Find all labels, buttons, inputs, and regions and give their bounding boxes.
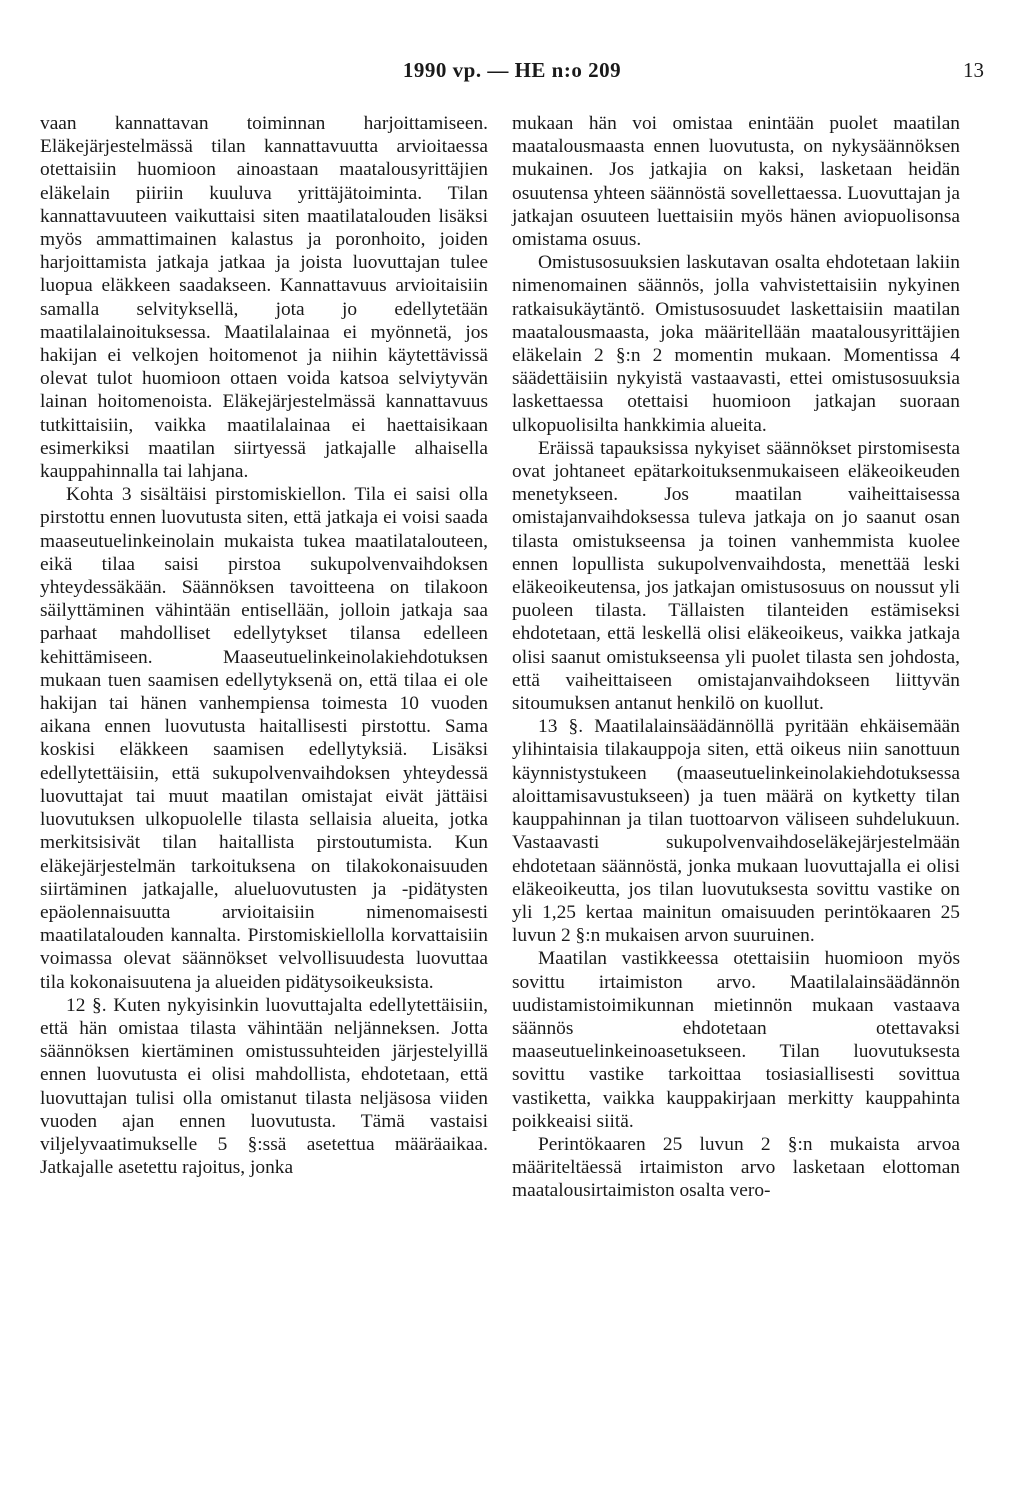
page-header (40, 58, 984, 88)
paragraph: 13 §. Maatilalainsäädännöllä pyritään ehkäisemään ylihintaisia tilakauppoja siten, että oikeus niin sanottuun käynnistystukeen (maaseutuelinkeinolakiehdotuksessa aloittamisavustukseen) ja tuen määrä on kytketty tilan kauppahinnan ja tilan tuottoarvon väliseen suhdelukuun. Vastaavasti sukupolvenvaihdoseläkejärjestelmään ehdotetaan säännöstä, jonka mukaan luovuttajalla ei olisi eläkeoikeutta, jos tilan luovutuksesta sovittu vastike on yli 1,25 kertaa mainitun omaisuuden perintökaaren 25 luvun 2 §:n mukaisen arvon suuruinen. (512, 716, 960, 947)
paragraph: mukaan hän voi omistaa enintään puolet maatilan maatalousmaasta ennen luovutusta, on nykysäännöksen mukainen. Jos jatkajia on kaksi, lasketaan heidän osuutensa yhteen säännöstä sovellettaessa. Luovuttajan ja jatkajan osuuteen luettaisiin myös hänen aviopuolisonsa omistama osuus. (512, 113, 960, 251)
left-column (40, 112, 488, 1179)
page-number: 13 (963, 58, 984, 82)
right-column (512, 112, 960, 1203)
paragraph: Perintökaaren 25 luvun 2 §:n mukaista arvoa määriteltäessä irtaimiston arvo lasketaan elottoman maatalousirtaimiston osalta vero- (512, 1133, 960, 1202)
paragraph: 12 §. Kuten nykyisinkin luovuttajalta edellytettäisiin, että hän omistaa tilasta vähintään neljänneksen. Jotta säännöksen kiertäminen omistussuhteiden järjestelyillä ennen luovutusta ei olisi mahdollista, ehdotetaan, että luovuttajan tulisi olla omistanut tilasta neljäsosa viiden vuoden ajan ennen luovutusta. Tämä vastaisi viljelyvaatimukselle 5 §:ssä asetettua määräaikaa. Jatkajalle asetettu rajoitus, jonka (40, 994, 488, 1179)
paragraph: Maatilan vastikkeessa otettaisiin huomioon myös sovittu irtaimiston arvo. Maatilalainsäädännön uudistamistoimikunnan mietinnön mukaan vastaava säännös ehdotetaan otettavaksi maaseutuelinkeinoasetukseen. Tilan luovutuksesta sovittu vastike tarkoittaa tosiasiallisesti sovittua vastiketta, vaikka kauppakirjaan merkitty kauppahinta poikkeaisi siitä. (512, 948, 960, 1132)
paragraph: vaan kannattavan toiminnan harjoittamiseen. Eläkejärjestelmässä tilan kannattavuutta arvioitaessa otettaisiin huomioon ainoastaan maatalousyrittäjien eläkelain piiriin kuuluva yrittäjätoiminta. Tilan kannattavuuteen vaikuttaisi siten maatilatalouden lisäksi myös ammattimainen kalastus ja poronhoito, joiden harjoittamista jatkaja jatkaa ja joista luovuttajan tulee luopua eläkkeen saadakseen. Kannattavuus arvioitaisiin samalla selvityksellä, jota jo edellytetään maatilalainoituksessa. Maatilalainaa ei myönnetä, jos hakijan ei velkojen hoitomenot ja niihin käytettävissä olevat tulot huomioon ottaen voida katsoa selviytyvän lainan hoitomenoista. Eläkejärjestelmässä kannattavuus tutkittaisiin, vaikka maatilalainaa ei haettaisikaan esimerkiksi maatilan siirtyessä jatkajalle alhaisella kauppahinnalla tai lahjana. (40, 113, 488, 483)
document-title: 1990 vp. — HE n:o 209 (402, 58, 622, 82)
paragraph: Eräissä tapauksissa nykyiset säännökset pirstomisesta ovat johtaneet epätarkoituksenmukaiseen eläkeoikeuden menetykseen. Jos maatilan vaiheittaisessa omistajanvaihdoksessa tuleva jatkaja on jo saanut osan tilasta omistukseensa ja toinen vanhemmista kuolee ennen lopullista sukupolvenvaihdosta, menettää leski eläkeoikeutensa, jos jatkajan omistusosuus on noussut yli puoleen tilasta. Tällaisten tilanteiden estämiseksi ehdotetaan, että leskellä olisi eläkeoikeus, vaikka jatkaja olisi saanut omistukseensa yli puolet tilasta sen johdosta, että vaiheittaiseen omistajanvaihdokseen liittyvän sitoumuksen antanut henkilö on kuollut. (512, 437, 960, 715)
paragraph: Kohta 3 sisältäisi pirstomiskiellon. Tila ei saisi olla pirstottu ennen luovutusta siten, että jatkaja ei voisi saada maaseutuelinkeinolain mukaista tukea maatilatalouteen, eikä tilaa saisi pirstoa sukupolvenvaihdoksen yhteydessäkään. Säännöksen tavoitteena on tilakoon säilyttäminen vähintään entisellään, jolloin jatkaja saa parhaat mahdolliset edellytykset tilansa edelleen kehittämiseen. Maaseutuelinkeinolakiehdotuksen mukaan tuen saamisen edellytyksenä on, että tilaa ei ole hakijan tai hänen vanhempiensa toimesta 10 vuoden aikana ennen luovutusta haitallisesti pirstottu. Sama koskisi eläkkeen saamisen edellytyksiä. Lisäksi edellytettäisiin, että sukupolvenvaihdoksen yhteydessä luovuttajat tai muut maatilan omistajat eivät jättäisi luovutuksen ulkopuolelle tilasta sellaisia alueita, jotka merkitsisivät tilan haitallista pirstoutumista. Kun eläkejärjestelmän tarkoituksena on tilakokonaisuuden siirtäminen jatkajalle, alueluovutusten ja -pidätysten epäolennaisuutta arvioitaisiin nimenomaisesti maatilatalouden kannalta. Pirstomiskiellolla korvattaisiin voimassa olevat säännökset velvollisuudesta luovuttaa tila kokonaisuutena ja alueiden pidätysoikeuksista. (40, 484, 488, 993)
paragraph: Omistusosuuksien laskutavan osalta ehdotetaan lakiin nimenomainen säännös, jolla vahvistettaisiin nykyinen ratkaisukäytäntö. Omistusosuudet laskettaisiin maatilan maatalousmaasta, joka määritellään maatalousyrittäjien eläkelain 2 §:n 2 momentin mukaan. Momentissa 4 säädettäisiin nykyistä vastaavasti, ettei omistusosuuksia laskettaessa otettaisi huomioon jatkajan suoraan ulkopuolisilta hankkimia alueita. (512, 252, 960, 436)
